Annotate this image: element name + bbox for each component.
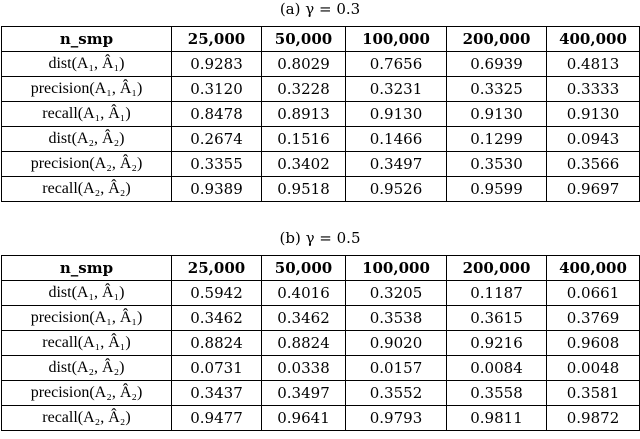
table-row	[2, 356, 640, 381]
table-cell: 0.3325	[447, 77, 547, 102]
column-header: 400,000	[547, 27, 640, 52]
table-cell: 0.0048	[547, 356, 640, 381]
table-row	[2, 331, 640, 356]
table-row	[2, 306, 640, 331]
table-cell: 0.0157	[346, 356, 447, 381]
row-label: precision(A₁, Â₁)	[2, 306, 172, 331]
table-cell: 0.9599	[447, 177, 547, 202]
column-header: 100,000	[346, 27, 447, 52]
table-cell: 0.7656	[346, 52, 447, 77]
table-cell: 0.3437	[172, 381, 262, 406]
row-label: dist(A₂, Â₂)	[2, 127, 172, 152]
column-header: 100,000	[346, 256, 447, 281]
table-row	[2, 281, 640, 306]
header-row	[2, 256, 640, 281]
row-label: dist(A₂, Â₂)	[2, 356, 172, 381]
table-row	[2, 77, 640, 102]
table-cell: 0.3462	[262, 306, 346, 331]
table-cell: 0.6939	[447, 52, 547, 77]
table-cell: 0.0338	[262, 356, 346, 381]
table-cell: 0.9697	[547, 177, 640, 202]
table-cell: 0.3120	[172, 77, 262, 102]
table-cell: 0.9389	[172, 177, 262, 202]
table-cell: 0.8913	[262, 102, 346, 127]
row-label: precision(A₂, Â₂)	[2, 152, 172, 177]
table-cell: 0.8478	[172, 102, 262, 127]
row-label: dist(A₁, Â₁)	[2, 52, 172, 77]
table-cell: 0.9608	[547, 331, 640, 356]
table-cell: 0.3231	[346, 77, 447, 102]
table-cell: 0.4016	[262, 281, 346, 306]
row-label: precision(A₂, Â₂)	[2, 381, 172, 406]
table-cell: 0.3566	[547, 152, 640, 177]
table-row	[2, 177, 640, 202]
column-header: 50,000	[262, 27, 346, 52]
table-cell: 0.1516	[262, 127, 346, 152]
table-cell: 0.3462	[172, 306, 262, 331]
column-header: 200,000	[447, 256, 547, 281]
table-row	[2, 127, 640, 152]
table-row	[2, 52, 640, 77]
table-caption: (b) γ = 0.5	[279, 229, 361, 247]
table-cell: 0.5942	[172, 281, 262, 306]
table-cell: 0.3615	[447, 306, 547, 331]
table-cell: 0.3333	[547, 77, 640, 102]
column-header: 25,000	[172, 27, 262, 52]
results-table-gamma-0-5	[1, 255, 640, 431]
table-cell: 0.1466	[346, 127, 447, 152]
row-label: recall(A₁, Â₁)	[2, 331, 172, 356]
table-cell: 0.9518	[262, 177, 346, 202]
table-cell: 0.1299	[447, 127, 547, 152]
table-cell: 0.3581	[547, 381, 640, 406]
table-body	[2, 27, 640, 202]
row-label: recall(A₂, Â₂)	[2, 177, 172, 202]
table-cell: 0.3497	[346, 152, 447, 177]
sample-size-header: n_smp	[2, 256, 172, 281]
table-cell: 0.3558	[447, 381, 547, 406]
table-cell: 0.3205	[346, 281, 447, 306]
sample-size-header: n_smp	[2, 27, 172, 52]
table-cell: 0.9283	[172, 52, 262, 77]
table-cell: 0.3530	[447, 152, 547, 177]
table-cell: 0.8029	[262, 52, 346, 77]
table-cell: 0.8824	[172, 331, 262, 356]
table-cell: 0.2674	[172, 127, 262, 152]
column-header: 400,000	[547, 256, 640, 281]
table-cell: 0.9872	[547, 406, 640, 431]
table-cell: 0.9526	[346, 177, 447, 202]
header-row	[2, 27, 640, 52]
table-cell: 0.0943	[547, 127, 640, 152]
table-row	[2, 102, 640, 127]
table-cell: 0.0731	[172, 356, 262, 381]
table-cell: 0.3497	[262, 381, 346, 406]
column-header: 25,000	[172, 256, 262, 281]
table-cell: 0.1187	[447, 281, 547, 306]
table-cell: 0.9477	[172, 406, 262, 431]
column-header: 200,000	[447, 27, 547, 52]
table-row	[2, 406, 640, 431]
table-cell: 0.9641	[262, 406, 346, 431]
column-header: 50,000	[262, 256, 346, 281]
table-cell: 0.9020	[346, 331, 447, 356]
row-label: dist(A₁, Â₁)	[2, 281, 172, 306]
row-label: recall(A₁, Â₁)	[2, 102, 172, 127]
row-label: recall(A₂, Â₂)	[2, 406, 172, 431]
table-cell: 0.9130	[447, 102, 547, 127]
table-cell: 0.0661	[547, 281, 640, 306]
table-body	[2, 256, 640, 431]
table-cell: 0.9130	[346, 102, 447, 127]
table-cell: 0.3228	[262, 77, 346, 102]
table-cell: 0.9216	[447, 331, 547, 356]
table-cell: 0.9793	[346, 406, 447, 431]
table-cell: 0.3769	[547, 306, 640, 331]
table-cell: 0.9130	[547, 102, 640, 127]
row-label: precision(A₁, Â₁)	[2, 77, 172, 102]
table-cell: 0.3552	[346, 381, 447, 406]
table-cell: 0.8824	[262, 331, 346, 356]
table-cell: 0.0084	[447, 356, 547, 381]
table-cell: 0.3355	[172, 152, 262, 177]
table-caption: (a) γ = 0.3	[279, 0, 361, 18]
table-row	[2, 381, 640, 406]
table-cell: 0.9811	[447, 406, 547, 431]
table-row	[2, 152, 640, 177]
table-cell: 0.3538	[346, 306, 447, 331]
table-cell: 0.3402	[262, 152, 346, 177]
results-table-gamma-0-3	[1, 26, 640, 202]
table-cell: 0.4813	[547, 52, 640, 77]
